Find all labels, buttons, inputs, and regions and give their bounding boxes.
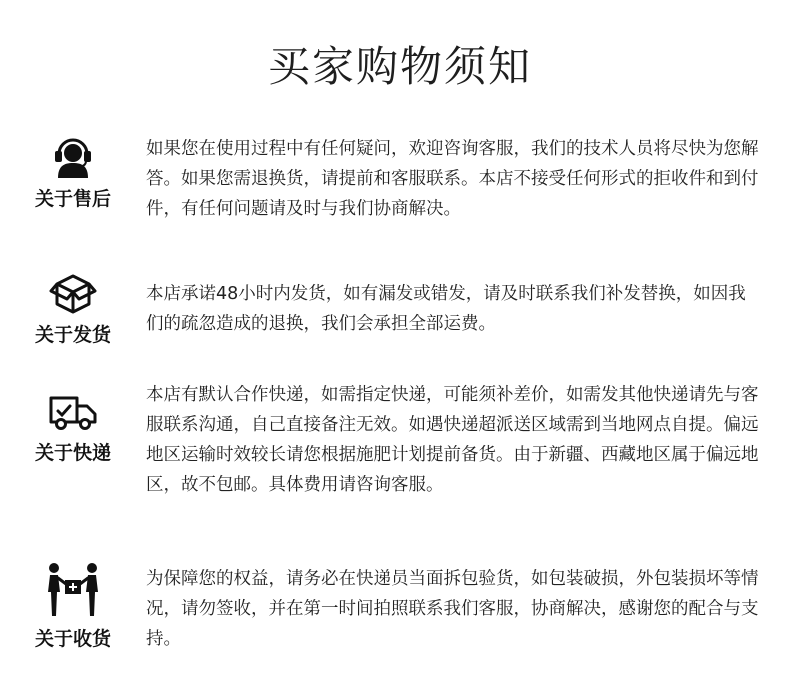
after-sales-iconbox [18,132,128,211]
shipping-text: 本店承诺48小时内发货，如有漏发或错发，请及时联系我们补发替换，如因我们的疏忽造成的退换，我们会承担全部运费。 [146,284,746,334]
receiving-text: 为保障您的权益，请务必在快递员当面拆包验货，如包装破损，外包装损坏等情况，请勿签收，并在第一时间拍照联系我们客服，协商解决，感谢您的配合与支持。 [146,569,759,649]
package-box-icon [48,270,98,314]
courier-label: 关于快递 [34,442,111,464]
page-title: 买家购物须知 [267,42,532,91]
customer-service-headset-icon [50,132,96,178]
receiving-iconbox [18,562,128,651]
after-sales-text: 如果您在使用过程中有任何疑问，欢迎咨询客服，我们的技术人员将尽快为您解答。如果您需退换货，请提前和客服联系。本店不接受任何形式的拒收件和到付件，有任何问题请及时与我们协商解决。 [146,139,759,219]
shipping-label: 关于发货 [34,324,111,346]
package-handover-icon [44,562,102,618]
courier-text: 本店有默认合作快递，如需指定快递，可能须补差价，如需发其他快递请先与客服联系沟通，自己直接备注无效。如遇快递超派送区域需到当地网点自提。偏远地区运输时效较长请您根据施肥计划提前备货。由于新疆、西藏地区属于偏远地区，故不包邮。具体费用请咨询客服。 [146,385,759,495]
courier-iconbox [18,394,128,465]
shipping-iconbox [18,270,128,347]
delivery-truck-icon [47,394,99,432]
receiving-label: 关于收货 [34,628,111,650]
after-sales-label: 关于售后 [34,188,111,210]
